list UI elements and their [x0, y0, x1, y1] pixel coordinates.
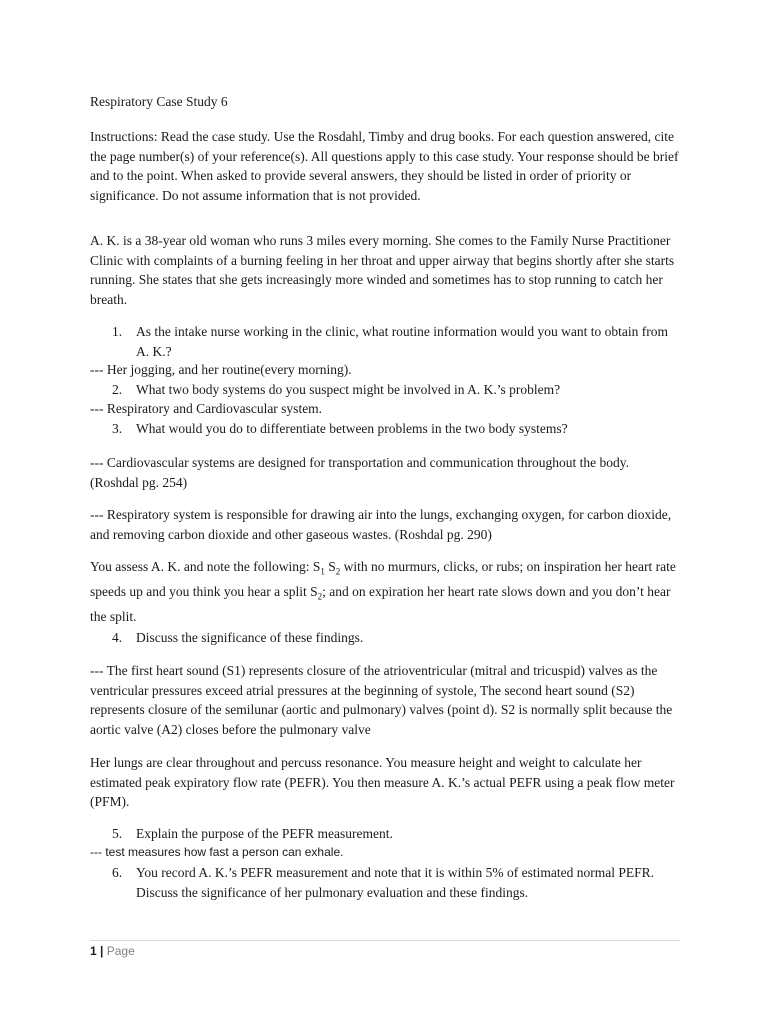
answer-4: --- The first heart sound (S1) represents closure of the atrioventricular (mitral and tricuspid) valves as the ventricular pressures exceed atrial pressures at the beginning of systole, The second heart sound (S2) represents closure of the semilunar (aortic and pulmonary) valves (point d). S2 is normally split because the aortic valve (A2) closes before the pulmonary valve: [90, 663, 673, 737]
question-1: [112, 322, 680, 361]
footer-divider: [90, 940, 680, 941]
question-text: What two body systems do you suspect might be involved in A. K.’s problem?: [136, 382, 561, 397]
question-text: Explain the purpose of the PEFR measurement.: [136, 826, 393, 841]
question-number: 1.: [112, 324, 123, 339]
question-5: [112, 824, 680, 844]
lungs-paragraph: Her lungs are clear throughout and percuss resonance. You measure height and weight to calculate her estimated peak expiratory flow rate (PEFR). You then measure A. K.’s actual PEFR using a peak flow meter (PFM).: [90, 755, 675, 809]
assessment-text: S: [324, 559, 336, 574]
answer-2: --- Respiratory and Cardiovascular system.: [90, 401, 323, 416]
page-label: Page: [106, 944, 135, 958]
assessment-text: ; and on expiration her heart rate slows down and you don’t hear the split.: [90, 584, 671, 625]
answer-3-cardiovascular: --- Cardiovascular systems are designed for transportation and communication throughout the body. (Roshdal pg. 254): [90, 455, 629, 490]
question-3: [112, 419, 680, 439]
assessment-text: with no murmurs, clicks, or rubs; on inspiration her heart rate speeds up and you think you hear a split S: [90, 559, 676, 600]
question-number: 4.: [112, 630, 123, 645]
assessment-text: You assess A. K. and note the following: S: [90, 559, 321, 574]
instructions-paragraph: Instructions: Read the case study. Use the Rosdahl, Timby and drug books. For each question answered, cite the page number(s) of your reference(s). All questions apply to this case study. Your response should be brief and to the point. When asked to provide several answers, they should be listed in order of priority or significance. Do not assume information that is not provided.: [90, 129, 679, 203]
subscript: 2: [317, 591, 323, 602]
answer-1: --- Her jogging, and her routine(every morning).: [90, 362, 352, 377]
subscript: 2: [335, 566, 341, 577]
footer-separator: |: [100, 944, 104, 958]
document-title: Respiratory Case Study 6: [90, 94, 228, 109]
question-number: 3.: [112, 421, 123, 436]
answer-3-respiratory: --- Respiratory system is responsible for drawing air into the lungs, exchanging oxygen, for carbon dioxide, and removing carbon dioxide and other gaseous wastes. (Roshdal pg. 290): [90, 507, 672, 542]
page-number: 1: [90, 944, 97, 958]
question-text: Discuss the significance of these findings.: [136, 630, 364, 645]
question-6: [112, 863, 680, 902]
question-text: You record A. K.’s PEFR measurement and note that it is within 5% of estimated normal PEFR. Discuss the significance of her pulmonary evaluation and these findings.: [136, 865, 654, 900]
question-text: As the intake nurse working in the clinic, what routine information would you want to obtain from A. K.?: [136, 324, 669, 359]
question-number: 2.: [112, 382, 123, 397]
assessment-paragraph: [90, 557, 680, 627]
answer-5: --- test measures how fast a person can exhale.: [90, 845, 344, 859]
question-number: 5.: [112, 826, 123, 841]
question-text: What would you do to differentiate between problems in the two body systems?: [136, 421, 568, 436]
subscript: 1: [320, 566, 325, 577]
page-footer: [90, 944, 135, 958]
question-4: [112, 628, 680, 648]
question-2: [112, 380, 680, 400]
case-intro-paragraph: A. K. is a 38-year old woman who runs 3 miles every morning. She comes to the Family Nurse Practitioner Clinic with complaints of a burning feeling in her throat and upper airway that begins shortly after she starts running. She states that she gets increasingly more winded and sometimes has to stop running to catch her breath.: [90, 233, 675, 307]
question-number: 6.: [112, 865, 123, 880]
